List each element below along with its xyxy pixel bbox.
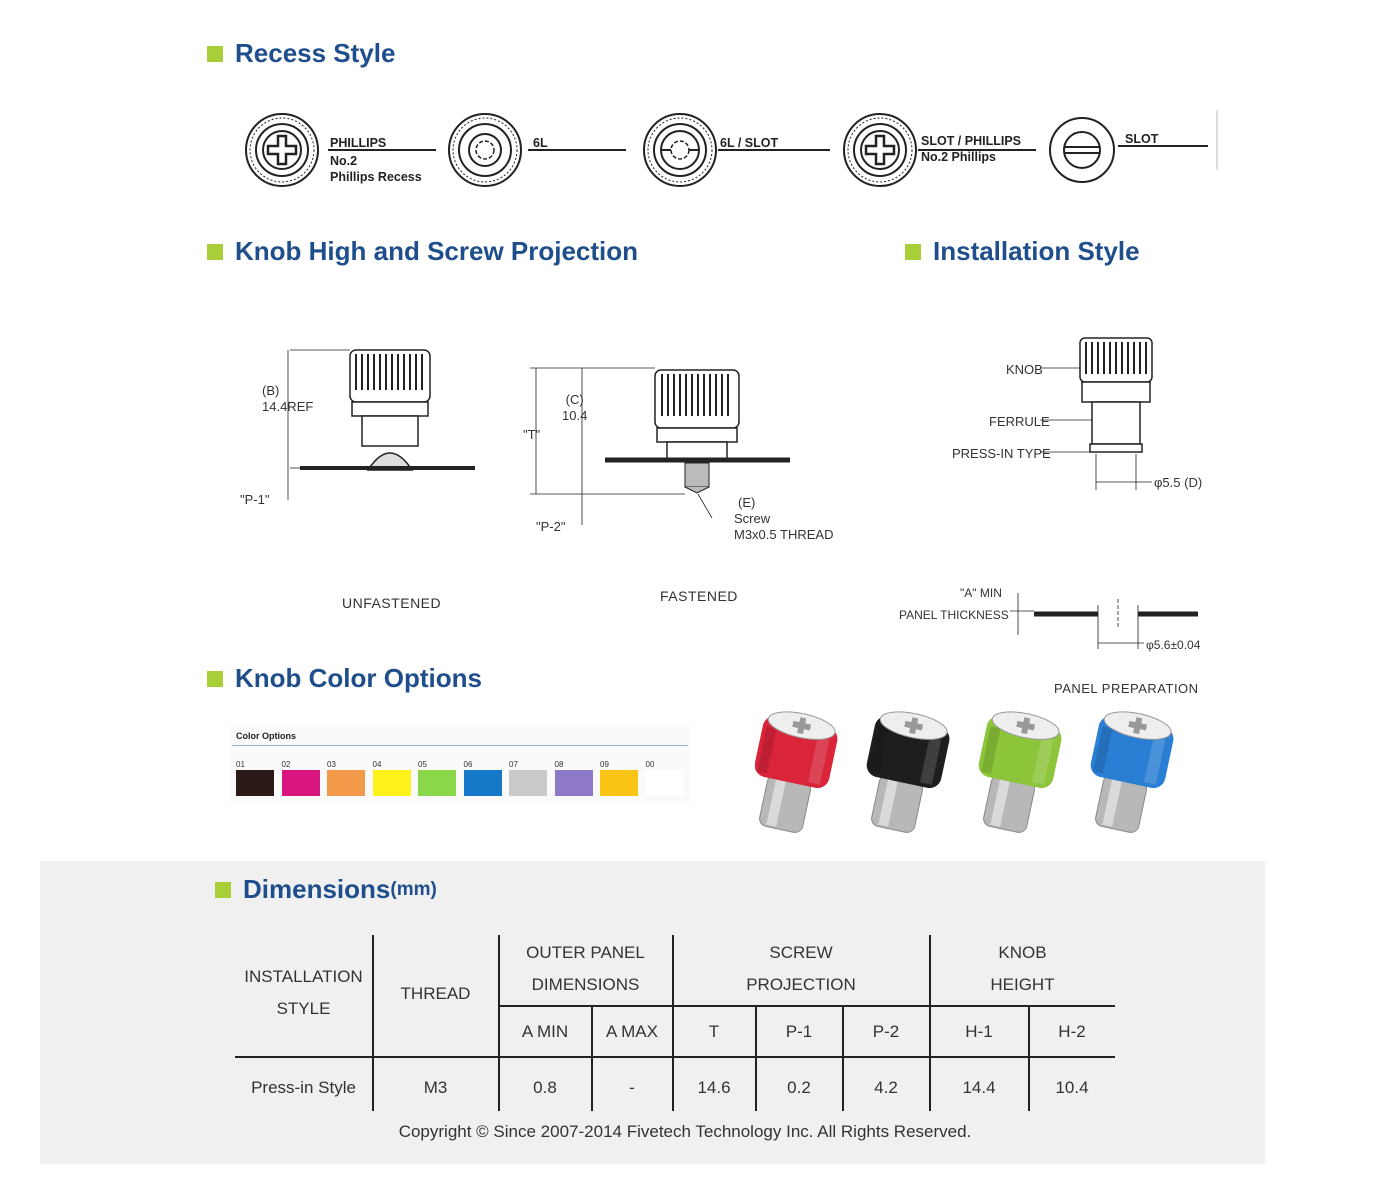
unfastened-p1-label: "P-1" — [240, 492, 270, 507]
installation-d-dim: φ5.5 (D) — [1154, 475, 1203, 490]
td-a-max: - — [629, 1078, 635, 1097]
knob-high-title: Knob High and Screw Projection — [207, 236, 638, 267]
th-p2: P-2 — [872, 1022, 900, 1041]
slot-recess-icon — [1050, 118, 1114, 182]
td-a-min: 0.8 — [533, 1078, 557, 1097]
th-installation-style: INSTALLATION STYLE — [244, 967, 363, 1018]
unfastened-drawing — [280, 340, 490, 510]
bullet-square-icon — [207, 244, 223, 260]
bullet-square-icon — [207, 671, 223, 687]
color-swatch — [373, 770, 411, 796]
knob-photos — [755, 710, 1205, 850]
bullet-square-icon — [215, 882, 231, 898]
swatch-code: 08 — [554, 760, 564, 769]
recess-label-slot-phillips: SLOT / PHILLIPS No.2 Phillips — [921, 134, 1022, 164]
th-a-max: A MAX — [606, 1022, 658, 1041]
swatch-code: 02 — [281, 760, 291, 769]
th-t: T — [708, 1022, 720, 1041]
td-thread: M3 — [423, 1078, 448, 1097]
color-swatch — [646, 770, 684, 796]
phillips-recess-icon — [246, 114, 318, 186]
th-h2: H-2 — [1058, 1022, 1086, 1041]
installation-ferrule-label: FERRULE — [989, 414, 1050, 429]
bullet-square-icon — [905, 244, 921, 260]
installation-pressin-label: PRESS-IN TYPE — [952, 446, 1051, 461]
copyright: Copyright © Since 2007-2014 Fivetech Technology Inc. All Rights Reserved. — [398, 1122, 972, 1141]
td-h1: 14.4 — [962, 1078, 996, 1097]
th-screw-projection: SCREW PROJECTION — [746, 943, 856, 994]
dimensions-title: Dimensions (mm) — [215, 874, 437, 905]
th-p1: P-1 — [785, 1022, 813, 1041]
td-h2: 10.4 — [1055, 1078, 1089, 1097]
recess-label-6l: 6L — [533, 136, 548, 150]
knob-photo — [854, 710, 953, 837]
color-swatch — [236, 770, 274, 796]
color-swatch — [282, 770, 320, 796]
recess-label-phillips: PHILLIPS — [330, 136, 387, 150]
unfastened-b-label: (B) 14.4REF — [262, 383, 314, 414]
swatch-code: 07 — [509, 760, 518, 769]
unfastened-caption: UNFASTENED — [342, 595, 442, 611]
knob-color-title: Knob Color Options — [207, 663, 482, 694]
swatch-code: 06 — [463, 760, 473, 769]
td-p1: 0.2 — [787, 1078, 811, 1097]
knob-photo — [755, 710, 841, 837]
installation-style-title: Installation Style — [905, 236, 1140, 267]
color-options-title: Color Options — [236, 731, 296, 741]
fastened-p2-label: "P-2" — [536, 519, 566, 534]
recess-label-slot: SLOT — [1125, 132, 1159, 146]
recess-label-6l-slot: 6L / SLOT — [720, 136, 779, 150]
td-t: 14.6 — [697, 1078, 731, 1097]
swatch-code: 01 — [236, 760, 245, 769]
panel-thickness-label: PANEL THICKNESS — [899, 608, 1009, 622]
bullet-square-icon — [207, 46, 223, 62]
td-p2: 4.2 — [874, 1078, 898, 1097]
th-outer-panel: OUTER PANEL DIMENSIONS — [526, 943, 645, 994]
color-swatch — [509, 770, 547, 796]
recess-style-title: Recess Style — [207, 38, 395, 69]
six-lobe-slot-recess-icon — [644, 114, 716, 186]
color-swatch — [555, 770, 593, 796]
panel-a-min-label: "A" MIN — [960, 586, 1002, 600]
knob-photo — [966, 710, 1065, 837]
fastened-caption: FASTENED — [660, 588, 738, 604]
swatch-code: 04 — [372, 760, 382, 769]
panel-preparation-caption: PANEL PREPARATION — [1054, 681, 1199, 696]
fastened-c-label: (C) 10.4 — [562, 392, 588, 423]
color-swatch — [327, 770, 365, 796]
six-lobe-recess-icon — [449, 114, 521, 186]
knob-photo — [1078, 710, 1177, 837]
recess-sub-phillips: No.2 Phillips Recess — [330, 154, 422, 184]
swatch-code: 00 — [645, 760, 655, 769]
color-swatch — [418, 770, 456, 796]
color-swatch — [464, 770, 502, 796]
th-thread: THREAD — [400, 984, 471, 1003]
installation-knob-label: KNOB — [1006, 362, 1043, 377]
td-style: Press-in Style — [251, 1078, 356, 1097]
th-h1: H-1 — [965, 1022, 993, 1041]
fastened-screw-label: (E) Screw M3x0.5 THREAD — [734, 495, 834, 542]
th-knob-height: KNOB HEIGHT — [990, 943, 1055, 994]
th-a-min: A MIN — [521, 1022, 569, 1041]
color-swatch — [600, 770, 638, 796]
fastened-t-label: "T" — [523, 427, 541, 442]
slot-phillips-recess-icon — [844, 114, 916, 186]
swatch-code: 09 — [600, 760, 609, 769]
panel-hole-dim: φ5.6±0.04 — [1146, 638, 1201, 652]
swatch-code: 03 — [327, 760, 336, 769]
swatch-code: 05 — [418, 760, 427, 769]
color-options-divider — [232, 745, 688, 746]
